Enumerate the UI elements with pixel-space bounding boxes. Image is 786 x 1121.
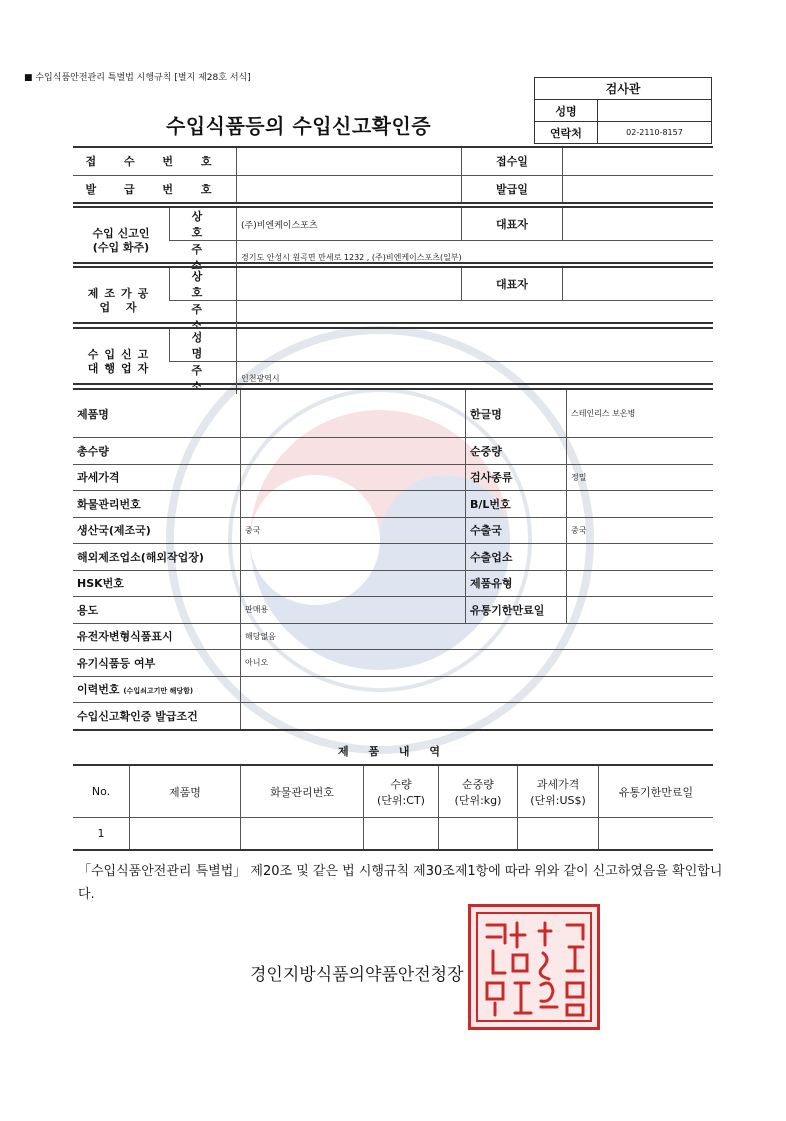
- issue-no-label: 발 급 번 호: [73, 175, 237, 202]
- organic-label: 유기식품등 여부: [73, 650, 241, 677]
- history-label-cell: [73, 676, 241, 703]
- gmo-label: 유전자변형식품표시: [73, 623, 241, 650]
- receipt-section: [73, 146, 713, 204]
- row-expiry: [599, 818, 714, 850]
- importer-rep-value: [563, 208, 714, 241]
- row-no: 1: [97, 827, 105, 840]
- agent-address-value: 인천광역시: [237, 362, 714, 395]
- origin-value: 중국: [241, 517, 466, 544]
- agent-name-label: 성 명: [170, 329, 237, 362]
- net-weight-value: [567, 438, 714, 465]
- importer-rep-label: 대표자: [462, 208, 563, 241]
- agent-address-label: 주 소: [170, 362, 237, 395]
- importer-company-label: 상 호: [170, 208, 237, 241]
- issue-date-value: [563, 175, 714, 202]
- product-type-label: 제품유형: [466, 570, 567, 597]
- bl-no-value: [567, 491, 714, 518]
- importer-company-value: (주)비엔케이스포츠: [237, 208, 462, 241]
- manufacturer-section: [73, 266, 713, 332]
- history-value: [241, 676, 714, 703]
- col-net-label: 순중량: [462, 777, 494, 791]
- col-price-label: 과세가격: [536, 777, 580, 791]
- usage-label: 용도: [73, 597, 241, 624]
- official-seal: [468, 904, 600, 1030]
- inspector-box: [534, 77, 712, 144]
- exporter-label: 수출업소: [466, 544, 567, 571]
- usage-value: 판매용: [241, 597, 466, 624]
- bl-no-label: B/L번호: [466, 491, 567, 518]
- col-expiry: 유통기한만료일: [599, 766, 714, 818]
- expiry-value: [567, 597, 714, 624]
- product-name-label: 제품명: [77, 407, 109, 421]
- receipt-date-value: [563, 148, 714, 175]
- exporter-value: [567, 544, 714, 571]
- manufacturer-rep-label: 대표자: [462, 268, 563, 301]
- overseas-factory-label: 해외제조업소(해외작업장): [73, 544, 241, 571]
- row-qty: [364, 818, 439, 850]
- issue-no-value: [237, 175, 462, 202]
- total-qty-label: 총수량: [73, 438, 241, 465]
- inspector-name-label: 성명: [535, 100, 598, 122]
- inspection-type-label: 검사종류: [466, 464, 567, 491]
- row-cargo: [241, 818, 364, 850]
- hsk-value: [241, 570, 466, 597]
- manufacturer-company-value: [237, 268, 462, 301]
- receipt-no-value: [237, 148, 462, 175]
- overseas-factory-value: [241, 544, 466, 571]
- products-table: [73, 764, 713, 851]
- origin-label: 생산국(제조국): [73, 517, 241, 544]
- agent-group-label: 수입신고 대행업자: [87, 347, 155, 375]
- condition-value: [241, 703, 714, 729]
- importer-group-label: 수입 신고인 (수입 화주): [92, 226, 150, 254]
- inspector-name-value: [598, 100, 712, 122]
- inspector-contact-label: 연락처: [535, 122, 598, 144]
- col-cargo: 화물관리번호: [241, 766, 364, 818]
- history-label: 이력번호: [77, 683, 120, 697]
- importer-address-value: 경기도 안성시 원곡면 만세로 1232 , (주)비엔케이스포츠(일부): [237, 241, 714, 274]
- net-weight-label: 순중량: [466, 438, 567, 465]
- manufacturer-address-label: 주 소: [170, 301, 237, 334]
- col-name: 제품명: [130, 766, 241, 818]
- hsk-label: HSK번호: [73, 570, 241, 597]
- export-country-label: 수출국: [466, 517, 567, 544]
- cargo-no-label: 화물관리번호: [73, 491, 241, 518]
- korean-name-label: 한글명: [466, 390, 567, 438]
- cargo-no-value: [241, 491, 466, 518]
- issue-date-label: 발급일: [462, 175, 563, 202]
- agent-section: [73, 327, 713, 393]
- korean-name-value: 스테인리스 보온병: [567, 390, 714, 438]
- manufacturer-rep-value: [563, 268, 714, 301]
- inspector-contact-value: 02-2110-8157: [598, 122, 712, 144]
- col-net-unit: (단위:kg): [454, 793, 502, 807]
- inspection-type-value: 정밀: [567, 464, 714, 491]
- row-price: [518, 818, 599, 850]
- total-qty-value: [241, 438, 466, 465]
- col-price-unit: (단위:US$): [530, 793, 586, 807]
- col-qty-label: 수량: [390, 777, 412, 791]
- form-number: ■ 수입식품안전관리 특별법 시행규칙 [별지 제28호 서식]: [24, 73, 251, 83]
- product-name-value: [241, 390, 466, 438]
- col-price: [518, 766, 599, 818]
- issuer-name: 경인지방식품의약품안전청장: [250, 965, 464, 985]
- taxable-price-label: 과세가격: [73, 464, 241, 491]
- expiry-label: 유통기한만료일: [466, 597, 567, 624]
- importer-address-label: 주 소: [170, 241, 237, 274]
- receipt-date-label: 접수일: [462, 148, 563, 175]
- table-row: [73, 818, 713, 850]
- receipt-no-label: 접 수 번 호: [85, 155, 224, 169]
- manufacturer-company-label: 상 호: [170, 268, 237, 301]
- col-no: No.: [73, 766, 130, 818]
- col-qty: [364, 766, 439, 818]
- confirmation-statement: 「수입식품안전관리 특별법」 제20조 및 같은 법 시행규칙 제30조제1항에 따라 위와 같이 신고하였음을 확인합니다.: [78, 864, 723, 902]
- seal-icon: [471, 907, 597, 1027]
- row-name: [130, 818, 241, 850]
- row-net: [439, 818, 518, 850]
- organic-value: 아니오: [241, 650, 714, 677]
- gmo-value: 해당없음: [241, 623, 714, 650]
- agent-name-value: [237, 329, 714, 362]
- product-type-value: [567, 570, 714, 597]
- export-country-value: 중국: [567, 517, 714, 544]
- products-section-title: 제 품 내 역: [338, 745, 448, 758]
- condition-label: 수입신고확인증 발급조건: [73, 703, 241, 729]
- inspector-header: 검사관: [535, 78, 712, 100]
- history-note: (수입쇠고기만 해당함): [123, 687, 194, 696]
- details-section: [73, 388, 713, 731]
- col-net: [439, 766, 518, 818]
- col-qty-unit: (단위:CT): [377, 793, 425, 807]
- manufacturer-group-label: 제조가공 업 자: [87, 286, 155, 314]
- taxable-price-value: [241, 464, 466, 491]
- page-title: 수입식품등의 수입신고확인증: [166, 114, 432, 138]
- importer-section: [73, 206, 713, 272]
